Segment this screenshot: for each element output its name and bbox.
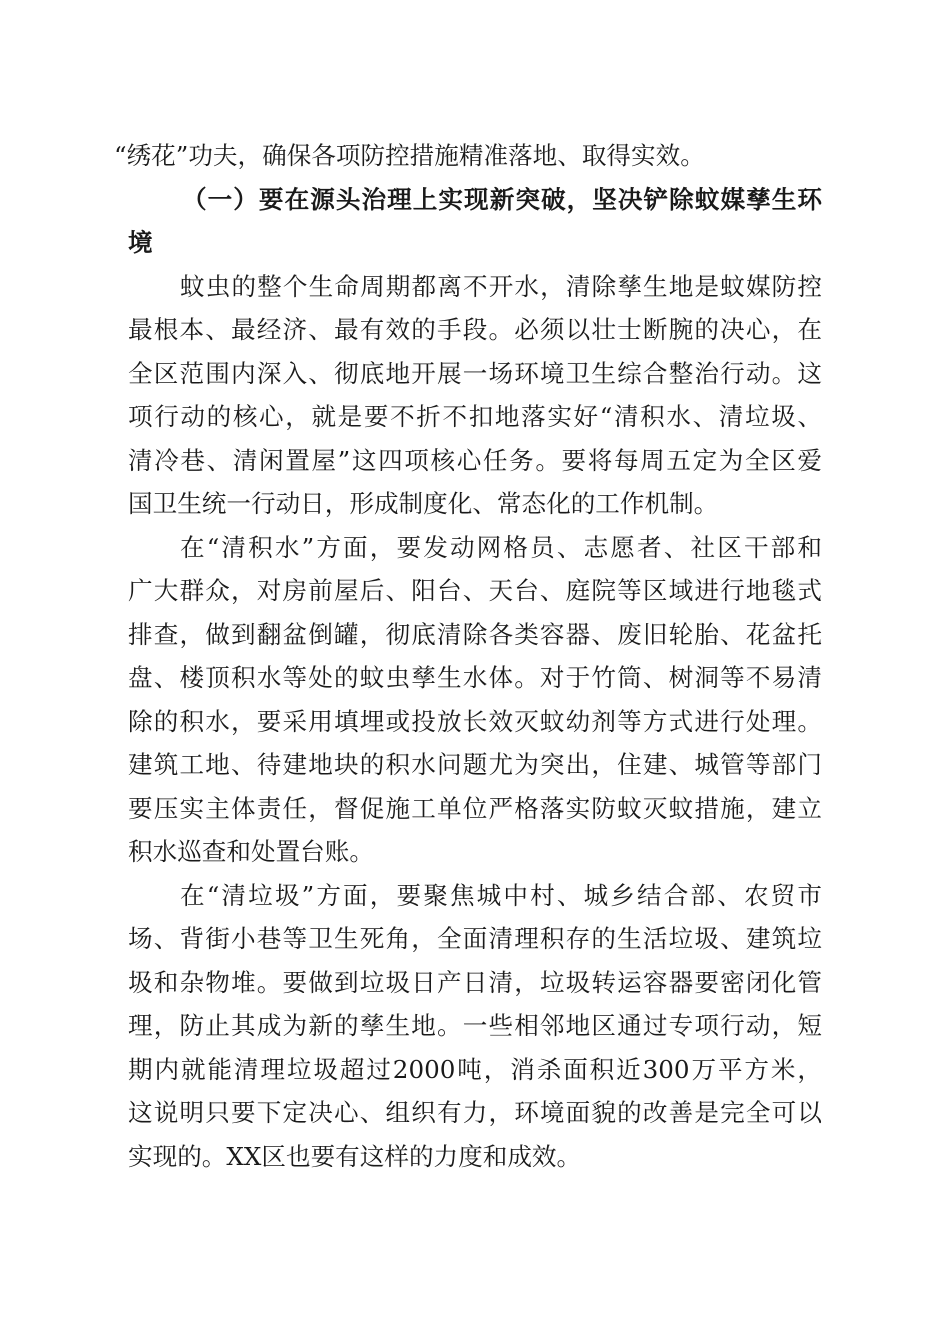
text-line: 要压实主体责任，督促施工单位严格落实防蚊灭蚊措施，建立 [128,793,822,823]
paragraph [128,874,822,1179]
paragraph [128,526,822,874]
text-line: 实现的。XX区也要有这样的力度和成效。 [128,1141,582,1171]
text-line: 积水巡查和处置台账。 [128,837,374,866]
document-page [114,134,822,1178]
text-line: 全区范围内深入、彻底地开展一场环境卫生综合整治行动。这 [128,358,822,388]
section-heading [128,178,822,265]
text-line: 排查，做到翻盆倒罐，彻底清除各类容器、废旧轮胎、花盆托 [128,619,822,649]
heading-line: （一）要在源头治理上实现新突破，坚决铲除蚊媒孳生环 [182,184,822,214]
text-line: 盘、楼顶积水等处的蚊虫孳生水体。对于竹筒、树洞等不易清 [128,663,822,692]
text-line: 除的积水，要采用填埋或投放长效灭蚊幼剂等方式进行处理。 [128,706,822,736]
text-line: 最根本、最经济、最有效的手段。必须以壮士断腕的决心，在 [128,315,822,344]
text-line: 场、背街小巷等卫生死角，全面清理积存的生活垃圾、建筑垃 [128,924,822,953]
text-line: “绣花”功夫，确保各项防控措施精准落地、取得实效。 [114,141,705,170]
lead-paragraph [114,134,822,178]
text-line: 期内就能清理垃圾超过2000吨，消杀面积近300万平方米， [128,1054,822,1084]
text-line: 在“清垃圾”方面，要聚焦城中村、城乡结合部、农贸市 [180,880,822,910]
text-line: 国卫生统一行动日，形成制度化、常态化的工作机制。 [128,489,719,518]
text-line: 建筑工地、待建地块的积水问题尤为突出，住建、城管等部门 [128,750,822,779]
text-line: 这说明只要下定决心、组织有力，环境面貌的改善是完全可以 [128,1098,822,1127]
text-line: 广大群众，对房前屋后、阳台、天台、庭院等区域进行地毯式 [128,576,822,605]
text-line: 项行动的核心，就是要不折不扣地落实好“清积水、清垃圾、 [128,402,822,431]
text-line: 圾和杂物堆。要做到垃圾日产日清，垃圾转运容器要密闭化管 [128,967,822,997]
heading-line: 境 [128,228,153,257]
text-line: 在“清积水”方面，要发动网格员、志愿者、社区干部和 [180,532,822,562]
text-line: 清冷巷、清闲置屋”这四项核心任务。要将每周五定为全区爱 [128,445,822,475]
text-line: 理，防止其成为新的孳生地。一些相邻地区通过专项行动，短 [128,1011,822,1040]
text-line: 蚊虫的整个生命周期都离不开水，清除孳生地是蚊媒防控 [180,271,822,301]
paragraph [128,265,822,526]
